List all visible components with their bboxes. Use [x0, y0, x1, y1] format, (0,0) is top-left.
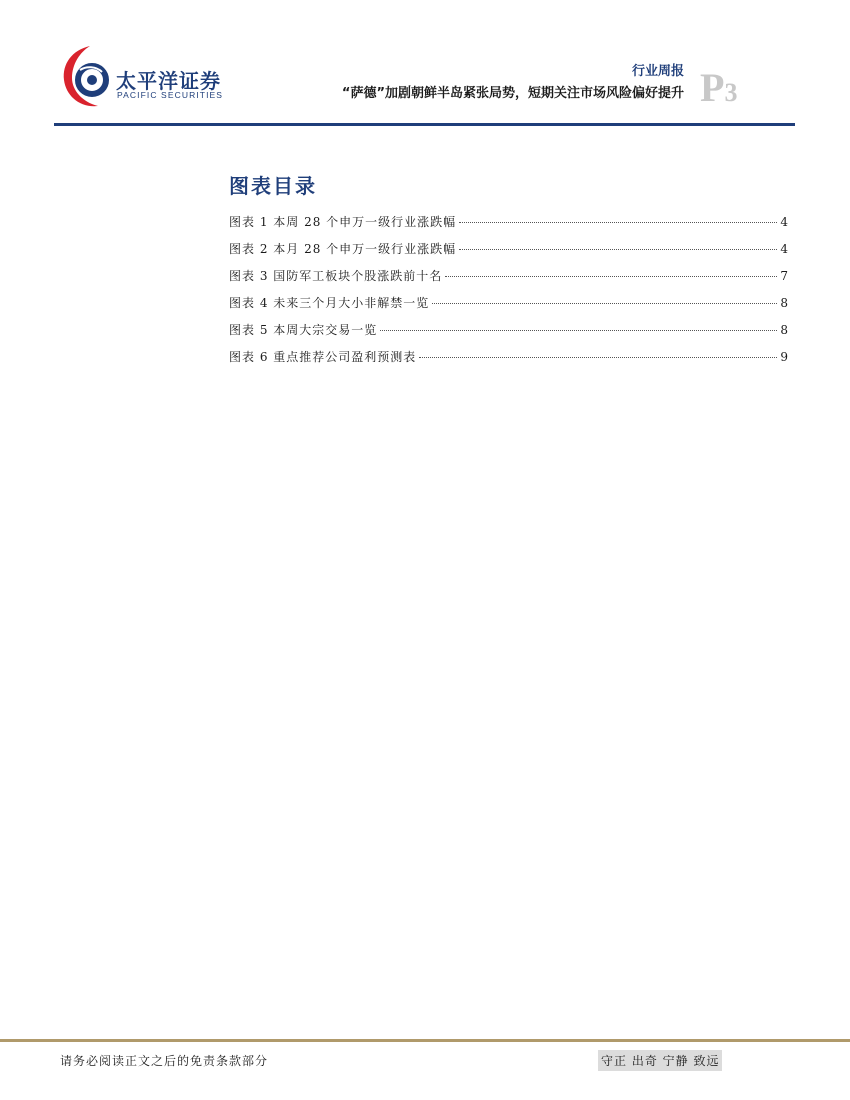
toc-entry-page[interactable]: 4 [780, 242, 788, 256]
toc-leader-dots [380, 330, 777, 331]
page-mark-number: 3 [724, 78, 738, 107]
toc-entry[interactable] [229, 213, 788, 240]
toc-entry-page[interactable]: 8 [780, 296, 788, 310]
logo-name-cn: 太平洋证券 [116, 69, 221, 93]
footer-divider [0, 1039, 850, 1042]
header-divider [54, 123, 795, 126]
report-type: 行业周报 [631, 64, 684, 79]
toc-leader-dots [445, 276, 777, 277]
footer-motto: 守正 出奇 宁静 致远 [598, 1050, 722, 1071]
toc-entry[interactable] [229, 348, 788, 375]
company-logo [60, 42, 230, 112]
report-title: “萨德”加剧朝鲜半岛紧张局势，短期关注市场风险偏好提升 [341, 86, 684, 101]
toc-entry[interactable] [229, 240, 788, 267]
toc-entry-page[interactable]: 9 [780, 350, 788, 364]
toc-entry[interactable] [229, 321, 788, 348]
toc-leader-dots [419, 357, 777, 358]
toc-heading: 图表目录 [229, 174, 317, 198]
toc-entry-label[interactable]: 图表 6 重点推荐公司盈利预测表 [229, 350, 417, 364]
toc-entry-page[interactable]: 7 [780, 269, 788, 283]
toc-entry[interactable] [229, 267, 788, 294]
footer-disclaimer: 请务必阅读正文之后的免责条款部分 [60, 1054, 269, 1068]
toc-entry[interactable] [229, 294, 788, 321]
toc-entry-label[interactable]: 图表 2 本月 28 个申万一级行业涨跌幅 [229, 242, 457, 256]
page-mark-prefix: P [700, 65, 725, 110]
logo-name-en: PACIFIC SECURITIES [117, 90, 224, 100]
toc-leader-dots [459, 222, 777, 223]
toc-leader-dots [432, 303, 777, 304]
pacific-securities-logo-icon [60, 42, 116, 112]
toc-entry-label[interactable]: 图表 3 国防军工板块个股涨跌前十名 [229, 269, 443, 283]
toc-entry-label[interactable]: 图表 4 未来三个月大小非解禁一览 [229, 296, 430, 310]
toc-leader-dots [459, 249, 777, 250]
toc-entry-page[interactable]: 4 [780, 215, 788, 229]
toc-entry-label[interactable]: 图表 1 本周 28 个申万一级行业涨跌幅 [229, 215, 457, 229]
toc-entry-page[interactable]: 8 [780, 323, 788, 337]
page-number-mark [700, 65, 738, 110]
toc-entry-label[interactable]: 图表 5 本周大宗交易一览 [229, 323, 378, 337]
toc-list [229, 213, 788, 375]
